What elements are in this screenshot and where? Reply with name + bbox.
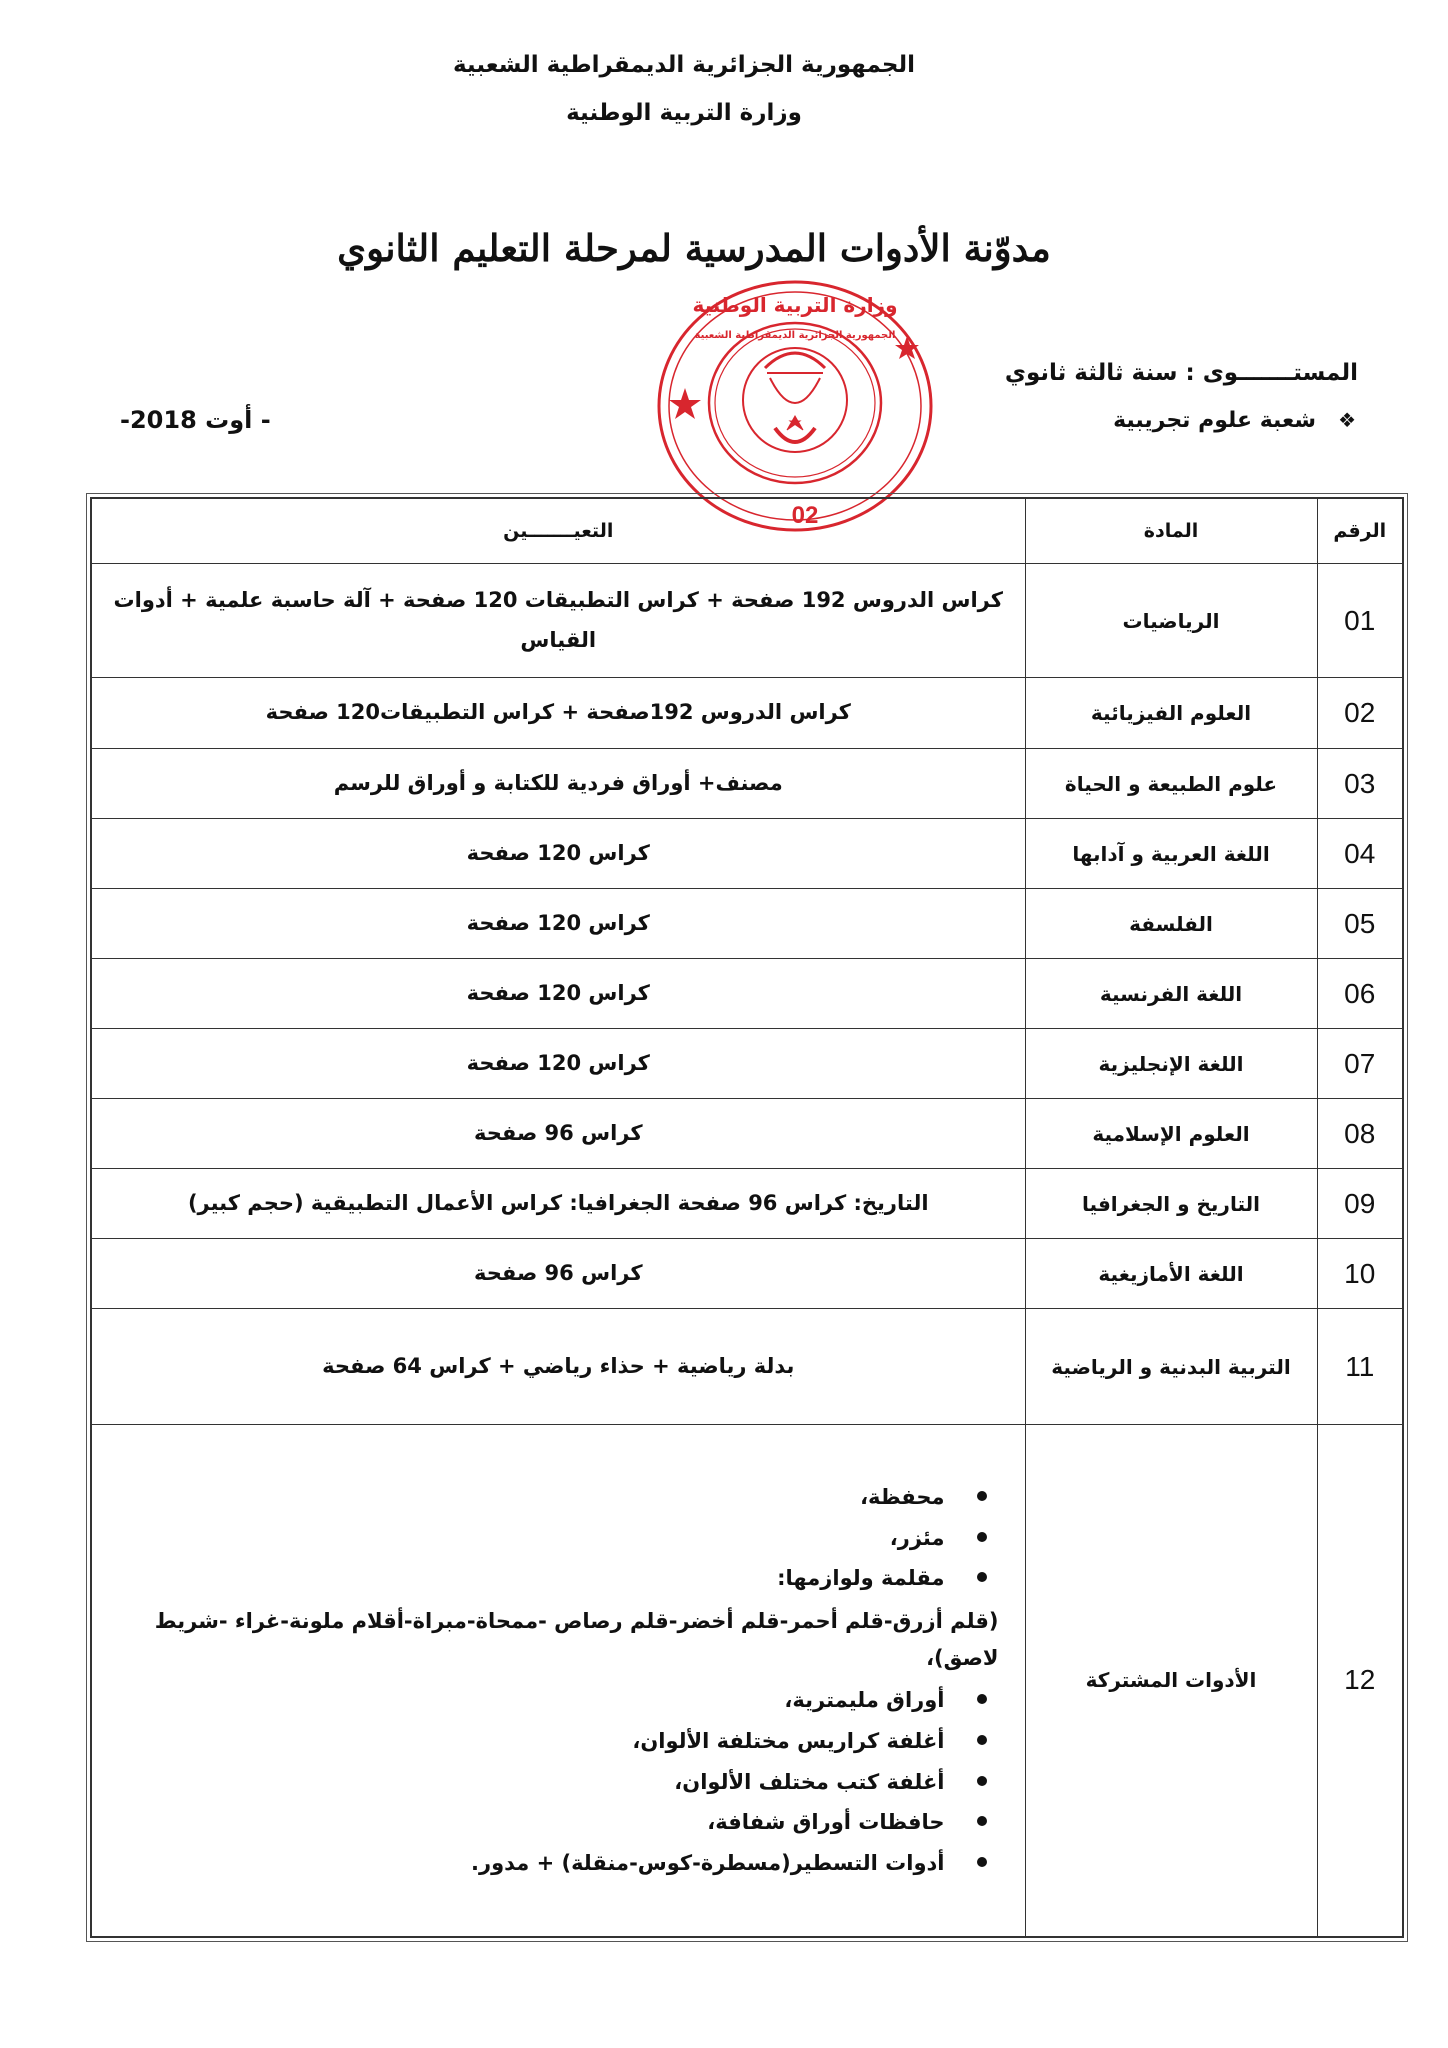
table-row <box>91 1029 1403 1099</box>
row-subject: علوم الطبيعة و الحياة <box>1025 749 1317 819</box>
bullet-icon <box>977 1816 987 1826</box>
row-description: كراس 120 صفحة <box>91 959 1025 1029</box>
row-number: 07 <box>1317 1029 1403 1099</box>
bullet-icon <box>977 1572 987 1582</box>
table-row <box>91 959 1403 1029</box>
table-row <box>91 1099 1403 1169</box>
header-designation: التعيـــــــين <box>91 498 1025 564</box>
table-row <box>91 1309 1403 1425</box>
row-number: 11 <box>1317 1309 1403 1425</box>
row-description: مصنف+ أوراق فردية للكتابة و أوراق للرسم <box>91 749 1025 819</box>
bullet-icon <box>977 1532 987 1542</box>
table-row-shared-tools <box>91 1425 1403 1937</box>
row-subject: الفلسفة <box>1025 889 1317 959</box>
document-title: مدوّنة الأدوات المدرسية لمرحلة التعليم الثانوي <box>337 226 1051 270</box>
row-description: كراس الدروس 192 صفحة + كراس التطبيقات 120 صفحة + آلة حاسبة علمية + أدوات القياس <box>91 564 1025 678</box>
row-description: التاريخ: كراس 96 صفحة الجغرافيا: كراس الأعمال التطبيقية (حجم كبير) <box>91 1169 1025 1239</box>
list-item: أغلفة كتب مختلف الألوان، <box>102 1766 1009 1799</box>
row-subject: الأدوات المشتركة <box>1025 1425 1317 1937</box>
row-subject: اللغة الأمازيغية <box>1025 1239 1317 1309</box>
row-subject: الرياضيات <box>1025 564 1317 678</box>
row-number: 08 <box>1317 1099 1403 1169</box>
stamp-number: 02 <box>791 502 819 529</box>
row-subject: اللغة الفرنسية <box>1025 959 1317 1029</box>
table-row <box>91 1169 1403 1239</box>
table-row <box>91 1239 1403 1309</box>
shared-tools-list <box>91 1425 1025 1937</box>
row-subject: اللغة العربية و آدابها <box>1025 819 1317 889</box>
row-subject: العلوم الفيزيائية <box>1025 678 1317 749</box>
bullet-icon <box>977 1694 987 1704</box>
table-row <box>91 564 1403 678</box>
diamond-bullet-icon: ❖ <box>1338 408 1356 432</box>
list-item: مقلمة ولوازمها: <box>102 1562 1009 1595</box>
row-description: بدلة رياضية + حذاء رياضي + كراس 64 صفحة <box>91 1309 1025 1425</box>
bullet-icon <box>977 1735 987 1745</box>
supplies-table <box>90 497 1404 1938</box>
level-label: المستـــــــوى : سنة ثالثة ثانوي <box>1004 360 1358 386</box>
table-row <box>91 749 1403 819</box>
ministry-name: وزارة التربية الوطنية <box>566 100 802 126</box>
row-number: 04 <box>1317 819 1403 889</box>
row-number: 05 <box>1317 889 1403 959</box>
row-description: كراس 120 صفحة <box>91 889 1025 959</box>
row-subject: التربية البدنية و الرياضية <box>1025 1309 1317 1425</box>
branch-text: شعبة علوم تجريبية <box>1113 408 1317 433</box>
list-item: محفظة، <box>102 1481 1009 1514</box>
row-description: كراس 120 صفحة <box>91 1029 1025 1099</box>
bullet-icon <box>977 1776 987 1786</box>
list-item: مئزر، <box>102 1522 1009 1555</box>
row-number: 03 <box>1317 749 1403 819</box>
list-item: أدوات التسطير(مسطرة-كوس-منقلة) + مدور. <box>102 1847 1009 1880</box>
list-item: أوراق مليمترية، <box>102 1684 1009 1717</box>
table-row <box>91 889 1403 959</box>
row-number: 06 <box>1317 959 1403 1029</box>
stamp-inner-text: الجمهورية الجزائرية الديمقراطية الشعبية <box>694 330 896 341</box>
row-number: 12 <box>1317 1425 1403 1937</box>
branch-label <box>1113 408 1356 433</box>
row-number: 02 <box>1317 678 1403 749</box>
row-number: 01 <box>1317 564 1403 678</box>
table-row <box>91 819 1403 889</box>
table-row <box>91 678 1403 749</box>
list-item: حافظات أوراق شفافة، <box>102 1806 1009 1839</box>
list-item: أغلفة كراريس مختلفة الألوان، <box>102 1725 1009 1758</box>
stamp-star-icon <box>895 336 919 359</box>
row-number: 09 <box>1317 1169 1403 1239</box>
header-number: الرقم <box>1317 498 1403 564</box>
pencil-case-contents: (قلم أزرق-قلم أحمر-قلم أخضر-قلم رصاص -ممحاة-مبراة-أقلام ملونة-غراء -شريط لاصق)، <box>154 1608 999 1670</box>
bullet-icon <box>977 1491 987 1501</box>
stamp-ring-text: وزارة التربية الوطنية <box>692 293 898 317</box>
row-description: كراس الدروس 192صفحة + كراس التطبيقات120 صفحة <box>91 678 1025 749</box>
bullet-icon <box>977 1857 987 1867</box>
row-subject: التاريخ و الجغرافيا <box>1025 1169 1317 1239</box>
stamp-star-icon <box>669 388 701 419</box>
table-header-row <box>91 498 1403 564</box>
row-description: كراس 120 صفحة <box>91 819 1025 889</box>
row-subject: العلوم الإسلامية <box>1025 1099 1317 1169</box>
row-description: كراس 96 صفحة <box>91 1239 1025 1309</box>
row-number: 10 <box>1317 1239 1403 1309</box>
row-description: كراس 96 صفحة <box>91 1099 1025 1169</box>
header-subject: المادة <box>1025 498 1317 564</box>
country-name: الجمهورية الجزائرية الديمقراطية الشعبية <box>452 52 916 78</box>
document-date: - أوت 2018- <box>120 406 271 434</box>
row-subject: اللغة الإنجليزية <box>1025 1029 1317 1099</box>
